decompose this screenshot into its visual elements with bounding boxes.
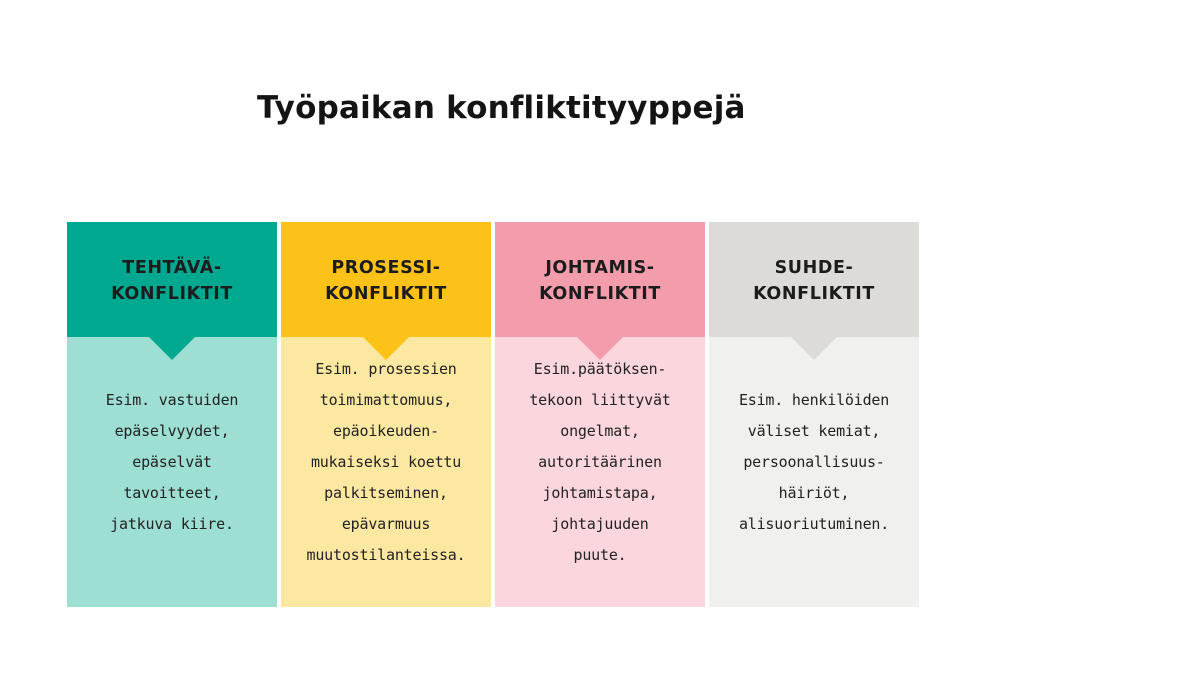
column-body bbox=[495, 337, 705, 607]
body-line: epävarmuus bbox=[341, 514, 431, 533]
body-line: puute. bbox=[573, 545, 627, 564]
body-line: alisuoriutuminen. bbox=[738, 514, 890, 533]
body-line: epäoikeuden- bbox=[333, 421, 439, 440]
body-line: Esim. prosessien bbox=[315, 359, 457, 378]
body-line: muutostilanteissa. bbox=[306, 545, 466, 564]
body-line: persoonallisuus- bbox=[743, 452, 885, 471]
body-line: johtamistapa, bbox=[542, 483, 658, 502]
conflict-types-diagram bbox=[67, 222, 919, 607]
body-line: autoritäärinen bbox=[538, 452, 662, 471]
column-relationship-conflicts bbox=[709, 222, 919, 607]
body-line: epäselvät bbox=[132, 452, 212, 471]
body-line: johtajuuden bbox=[551, 514, 649, 533]
heading-line: TEHTÄVÄ- bbox=[122, 258, 222, 278]
column-header bbox=[281, 222, 491, 337]
heading-line: JOHTAMIS- bbox=[545, 258, 655, 278]
heading-line: KONFLIKTIT bbox=[111, 284, 233, 304]
body-line: Esim.päätöksen- bbox=[533, 359, 667, 378]
column-body bbox=[67, 337, 277, 607]
heading-line: KONFLIKTIT bbox=[539, 284, 661, 304]
body-line: ongelmat, bbox=[560, 421, 640, 440]
heading-line: PROSESSI- bbox=[331, 258, 441, 278]
column-header bbox=[495, 222, 705, 337]
column-task-conflicts bbox=[67, 222, 277, 607]
body-line: väliset kemiat, bbox=[747, 421, 881, 440]
heading-line: SUHDE- bbox=[774, 258, 854, 278]
header-pointer bbox=[791, 337, 837, 360]
column-header bbox=[67, 222, 277, 337]
body-line: Esim. henkilöiden bbox=[738, 390, 890, 409]
column-header bbox=[709, 222, 919, 337]
body-line: tavoitteet, bbox=[123, 483, 221, 502]
header-pointer bbox=[363, 337, 409, 360]
header-pointer bbox=[149, 337, 195, 360]
body-line: toimimattomuus, bbox=[319, 390, 453, 409]
body-line: mukaiseksi koettu bbox=[310, 452, 462, 471]
column-management-conflicts bbox=[495, 222, 705, 607]
page-title: Työpaikan konfliktityyppejä bbox=[257, 90, 746, 126]
column-body bbox=[709, 337, 919, 607]
heading-line: KONFLIKTIT bbox=[753, 284, 875, 304]
body-line: Esim. vastuiden bbox=[105, 390, 239, 409]
body-line: tekoon liittyvät bbox=[529, 390, 671, 409]
body-line: häiriöt, bbox=[778, 483, 850, 502]
column-body bbox=[281, 337, 491, 607]
body-line: palkitseminen, bbox=[324, 483, 448, 502]
column-process-conflicts bbox=[281, 222, 491, 607]
heading-line: KONFLIKTIT bbox=[325, 284, 447, 304]
header-pointer bbox=[577, 337, 623, 360]
body-line: epäselvyydet, bbox=[114, 421, 230, 440]
body-line: jatkuva kiire. bbox=[110, 514, 234, 533]
